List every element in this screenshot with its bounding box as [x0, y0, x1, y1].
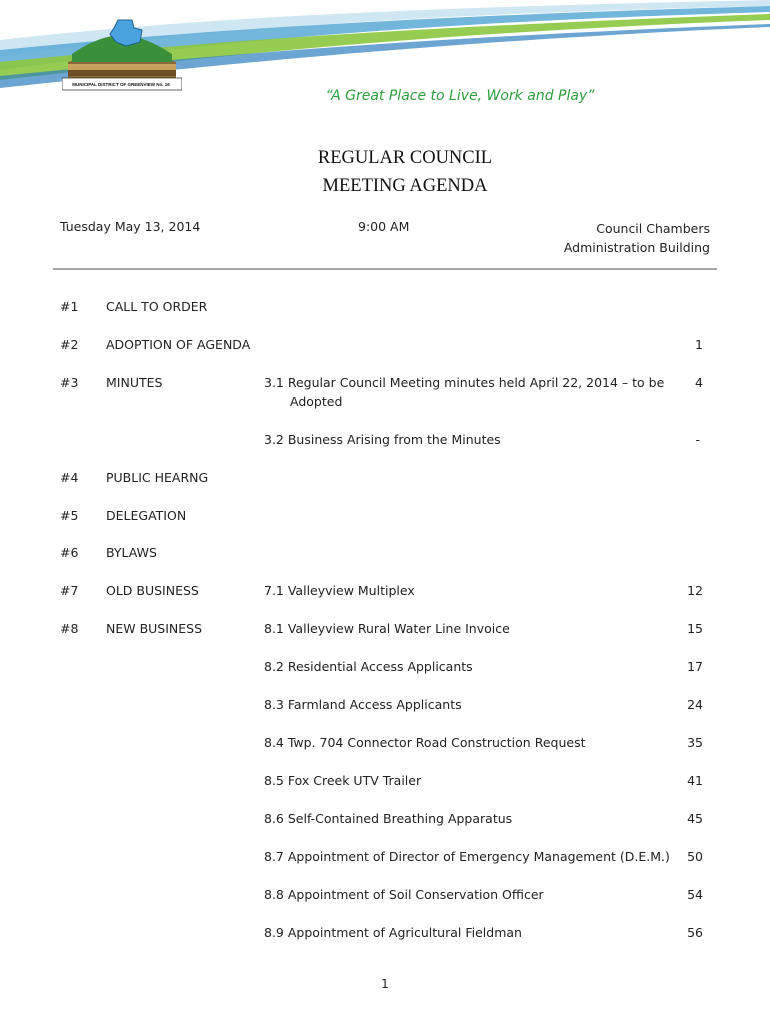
section-number: #1 [60, 299, 79, 314]
agenda-item: 8.9 Appointment of Agricultural Fieldman [264, 925, 522, 940]
agenda-item: 8.5 Fox Creek UTV Trailer [264, 773, 422, 788]
page-reference: 35 [687, 735, 703, 750]
section-title: DELEGATION [106, 508, 187, 523]
section-number: #3 [60, 375, 79, 390]
section-number: #2 [60, 337, 79, 352]
page-reference: - [695, 432, 700, 447]
section-title: NEW BUSINESS [106, 621, 203, 636]
section-title: PUBLIC HEARNG [106, 470, 209, 485]
section-number: #6 [60, 545, 79, 560]
section-number: #5 [60, 508, 79, 523]
location-line-2: Administration Building [563, 240, 710, 255]
section-number: #7 [60, 583, 79, 598]
agenda-item: 8.6 Self-Contained Breathing Apparatus [264, 811, 513, 826]
page-reference: 12 [687, 583, 703, 598]
agenda-item: 8.4 Twp. 704 Connector Road Construction Request [264, 735, 586, 750]
section-title: BYLAWS [106, 545, 157, 560]
section-number: #8 [60, 621, 79, 636]
agenda-item: 3.1 Regular Council Meeting minutes held April 22, 2014 – to be Adopted [264, 375, 665, 409]
page-number: 1 [381, 977, 389, 991]
title-line-2: MEETING AGENDA [322, 176, 488, 196]
page-reference: 17 [687, 659, 703, 674]
page-reference: 56 [687, 925, 703, 940]
title-line-1: REGULAR COUNCIL [317, 148, 493, 168]
tagline: “A Great Place to Live, Work and Play” [325, 88, 595, 104]
section-title: ADOPTION OF AGENDA [106, 337, 251, 352]
meeting-date: Tuesday May 13, 2014 [60, 219, 201, 234]
agenda-item: 8.7 Appointment of Director of Emergency Management (D.E.M.) [264, 849, 670, 864]
page-reference: 54 [687, 887, 703, 902]
page-reference: 24 [687, 697, 703, 712]
section-title: MINUTES [106, 375, 163, 390]
page-reference: 1 [695, 337, 703, 352]
section-title: OLD BUSINESS [106, 583, 199, 598]
agenda-item: 8.1 Valleyview Rural Water Line Invoice [264, 621, 510, 636]
agenda-item: 8.2 Residential Access Applicants [264, 659, 473, 674]
location-line-1: Council Chambers [596, 221, 710, 236]
logo-caption: MUNICIPAL DISTRICT OF GREENVIEW No. 16 [72, 82, 170, 87]
page-reference: 4 [695, 375, 703, 390]
section-number: #4 [60, 470, 79, 485]
agenda-item: 8.3 Farmland Access Applicants [264, 697, 462, 712]
page-reference: 15 [687, 621, 703, 636]
page-reference: 50 [687, 849, 703, 864]
page-reference: 41 [687, 773, 703, 788]
agenda-item: 3.2 Business Arising from the Minutes [264, 432, 501, 447]
meeting-time: 9:00 AM [358, 219, 410, 234]
agenda-item: 7.1 Valleyview Multiplex [264, 583, 415, 598]
page-reference: 45 [687, 811, 703, 826]
section-title: CALL TO ORDER [106, 299, 208, 314]
agenda-item: 8.8 Appointment of Soil Conservation Officer [264, 887, 544, 902]
